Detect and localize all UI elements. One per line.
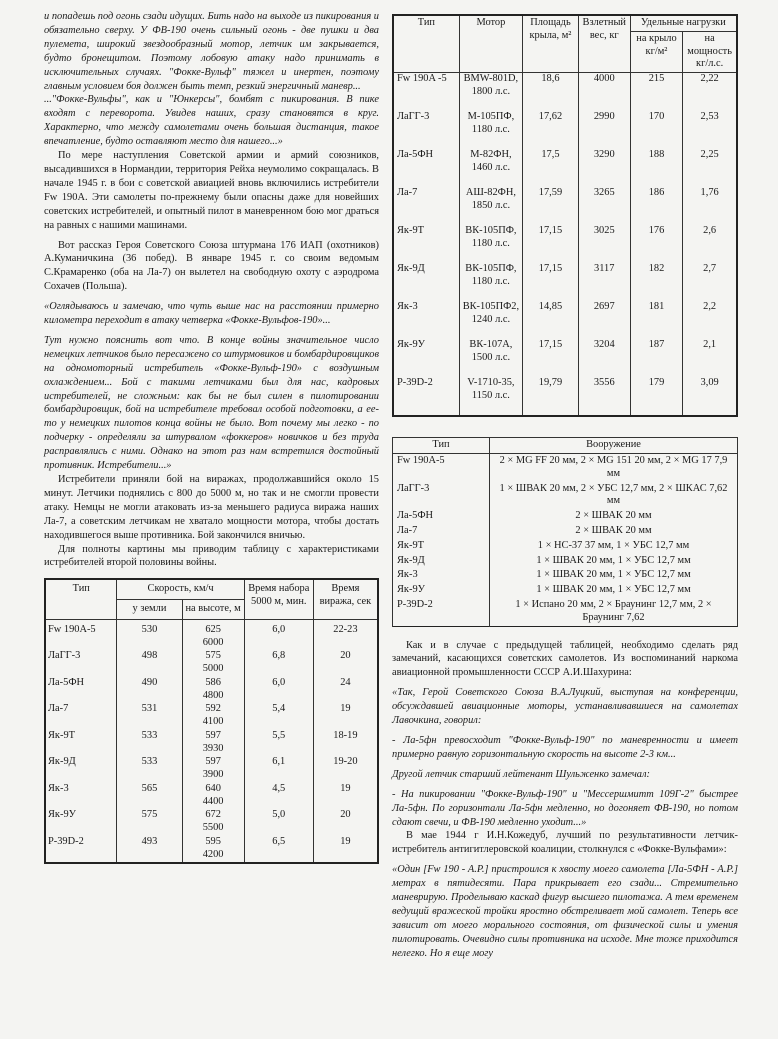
table-row: [393, 598, 738, 626]
cell-power-load: 2,6: [683, 225, 737, 263]
paragraph: - На пикировании "Фокке-Вульф-190" и "Мессершмитт 109Г-2" быстрее Ла-5фн. По горизонтали Ла-5фн медленно, но догоняет ФВ-190, но потом сдают свечи, и ФВ-190 медленно уходит...»: [392, 788, 738, 828]
table-row: [45, 783, 378, 810]
altitude-speed-value: 672: [205, 809, 221, 821]
cell-ground-speed: 575: [117, 809, 182, 836]
table-row: [45, 619, 378, 650]
cell-type: Як-3: [45, 783, 117, 810]
cell-turn-time: 20: [313, 650, 378, 677]
cell-type: Як-3: [393, 568, 490, 583]
cell-power-load: 3,09: [683, 377, 737, 416]
cell-power-load: 2,1: [683, 339, 737, 377]
table-row: [393, 301, 737, 339]
right-column: [392, 14, 738, 961]
cell-type: Як-9Д: [393, 554, 490, 569]
cell-ground-speed: 565: [117, 783, 182, 810]
specs-col-loads: Удельные нагрузки: [630, 15, 737, 31]
cell-engine: ВК-105ПФ, 1180 л.с.: [459, 263, 522, 301]
altitude-value: 3900: [202, 769, 224, 781]
cell-weight: 3117: [578, 263, 630, 301]
speed-col-type: Тип: [45, 579, 117, 619]
cell-type: ЛаГГ-3: [393, 111, 459, 149]
cell-power-load: 2,2: [683, 301, 737, 339]
paragraph: и попадешь под огонь сзади идущих. Бить надо на выходе из пикирования и обязательно сверху. У ФВ-190 очень сильный огонь - две пушки и два пулемета, широкий звездообразный мотор, летчик им закрывается, будто бронещитом. Поэтому лобовую атаку надо принимать в исключительных случаях. "Фокке-Вульф" тяжел и инертен, поэтому главным условием боя должен быть темп, резкий энергичный маневр...: [44, 11, 379, 92]
cell-type: Як-9У: [393, 339, 459, 377]
table-row: [393, 568, 738, 583]
cell-altitude-speed: [182, 619, 244, 650]
cell-weapons: 1 × НС-37 37 мм, 1 × УБС 12,7 мм: [490, 539, 738, 554]
cell-type: Як-9Т: [393, 225, 459, 263]
speed-col-climb: Время набора 5000 м, мин.: [244, 579, 313, 619]
cell-type: Ла-7: [45, 703, 117, 730]
cell-ground-speed: 493: [117, 836, 182, 864]
altitude-speed-value: 597: [205, 729, 221, 741]
table-row: [393, 482, 738, 510]
cell-altitude-speed: [182, 730, 244, 757]
cell-wing-area: 17,15: [523, 339, 579, 377]
cell-weight: 3265: [578, 187, 630, 225]
cell-altitude-speed: [182, 756, 244, 783]
speed-col-speed: Скорость, км/ч: [117, 579, 244, 599]
table-row: [393, 377, 737, 416]
cell-type: Як-9У: [45, 809, 117, 836]
table-row: [393, 225, 737, 263]
cell-altitude-speed: [182, 677, 244, 704]
altitude-value: 5500: [202, 822, 224, 834]
speed-table: [44, 578, 379, 864]
cell-wing-load: 188: [630, 149, 683, 187]
cell-engine: М-82ФН, 1460 л.с.: [459, 149, 522, 187]
paragraph: По мере наступления Советской армии и армий союзников, высадившихся в Нормандии, территория Рейха неумолимо сокращалась. В начале 1945 г. в бои с советской авиацией вновь включились истребители Fw 190A. Эти самолеты по-прежнему были опасны даже для новейших советских истребителей, и опытный пилот в маневренном бою мог драться на равных с нашими машинами.: [44, 150, 379, 231]
cell-engine: ВК-105ПФ, 1180 л.с.: [459, 225, 522, 263]
cell-engine: BMW-801D, 1800 л.с.: [459, 73, 522, 112]
table-row: [393, 583, 738, 598]
cell-weight: 4000: [578, 73, 630, 112]
cell-wing-area: 17,59: [523, 187, 579, 225]
cell-wing-load: 186: [630, 187, 683, 225]
cell-engine: ВК-105ПФ2, 1240 л.с.: [459, 301, 522, 339]
cell-type: Як-9Д: [45, 756, 117, 783]
cell-power-load: 1,76: [683, 187, 737, 225]
cell-type: Ла-5ФН: [393, 509, 490, 524]
cell-climb-time: 6,5: [244, 836, 313, 864]
cell-type: Як-9Т: [393, 539, 490, 554]
cell-weapons: 1 × ШВАК 20 мм, 2 × УБС 12,7 мм, 2 × ШКАС 7,62 мм: [490, 482, 738, 510]
cell-climb-time: 6,8: [244, 650, 313, 677]
specs-table: [392, 14, 738, 417]
altitude-speed-value: 592: [205, 703, 221, 715]
arm-col-weapons: Вооружение: [490, 438, 738, 454]
cell-wing-load: 215: [630, 73, 683, 112]
altitude-value: 6000: [202, 636, 224, 648]
table-row: [393, 73, 737, 112]
cell-power-load: 2,22: [683, 73, 737, 112]
cell-wing-load: 187: [630, 339, 683, 377]
cell-engine: М-105ПФ, 1180 л.с.: [459, 111, 522, 149]
cell-altitude-speed: [182, 703, 244, 730]
cell-climb-time: 5,4: [244, 703, 313, 730]
left-column: [44, 10, 379, 864]
paragraph: «Так, Герой Советского Союза В.А.Луцкий, выступая на конференции, обсуждавшей авиационные моторы, устанавливавшиеся на самолетах Лавочкина, говорил:: [392, 687, 738, 727]
altitude-value: 4200: [202, 848, 224, 860]
cell-ground-speed: 490: [117, 677, 182, 704]
cell-turn-time: 24: [313, 677, 378, 704]
table-row: [393, 263, 737, 301]
cell-type: Ла-5ФН: [45, 677, 117, 704]
cell-type: P-39D-2: [393, 377, 459, 416]
table-row: [393, 187, 737, 225]
cell-turn-time: 19-20: [313, 756, 378, 783]
cell-weight: 3556: [578, 377, 630, 416]
table-row: [45, 677, 378, 704]
cell-type: Ла-7: [393, 524, 490, 539]
cell-climb-time: 5,5: [244, 730, 313, 757]
cell-wing-area: 19,79: [523, 377, 579, 416]
altitude-speed-value: 640: [205, 782, 221, 794]
cell-power-load: 2,7: [683, 263, 737, 301]
specs-col-wing: Площадь крыла, м²: [523, 15, 579, 73]
cell-type: Ла-5ФН: [393, 149, 459, 187]
cell-wing-load: 176: [630, 225, 683, 263]
cell-wing-load: 182: [630, 263, 683, 301]
cell-wing-load: 181: [630, 301, 683, 339]
speed-col-ground: у земли: [117, 600, 182, 620]
table-row: [393, 524, 738, 539]
cell-altitude-speed: [182, 783, 244, 810]
altitude-value: 3930: [202, 742, 224, 754]
cell-turn-time: 22-23: [313, 619, 378, 650]
cell-wing-area: 17,5: [523, 149, 579, 187]
paragraph: Другой летчик старший лейтенант Шульженко замечал:: [392, 768, 650, 780]
cell-ground-speed: 533: [117, 756, 182, 783]
cell-type: Як-9Д: [393, 263, 459, 301]
specs-col-weight: Взлетный вес, кг: [578, 15, 630, 73]
cell-weapons: 1 × ШВАК 20 мм, 1 × УБС 12,7 мм: [490, 568, 738, 583]
cell-type: Fw 190A-5: [45, 619, 117, 650]
specs-col-wing-load: на крыло кг/м²: [630, 31, 683, 72]
cell-ground-speed: 530: [117, 619, 182, 650]
table-row: [45, 650, 378, 677]
table-row: [393, 339, 737, 377]
cell-wing-load: 170: [630, 111, 683, 149]
cell-type: Як-3: [393, 301, 459, 339]
left-text-block: [44, 10, 379, 570]
cell-type: P-39D-2: [45, 836, 117, 864]
arm-col-type: Тип: [393, 438, 490, 454]
cell-weapons: 2 × ШВАК 20 мм: [490, 509, 738, 524]
table-row: [393, 539, 738, 554]
paragraph: Истребители приняли бой на виражах, продолжавшийся около 15 минут. Летчики поднялись с 800 до 5000 м, но так и не смогли провести атаку. Немцы не могли атаковать из-за меньшего радиуса виража наших Ла-7, а советским летчикам не хватало мощности мотора, чтобы достать находившегося выше противника. Бой закончился вничью.: [44, 474, 379, 541]
paragraph: Для полноты картины мы приводим таблицу с характеристиками истребителей второй половины войны.: [44, 543, 379, 569]
cell-altitude-speed: [182, 836, 244, 864]
paragraph: «Оглядываюсь и замечаю, что чуть выше нас на расстоянии примерно километра переходит в атаку четверка «Фокке-Вульфов-190»...: [44, 301, 379, 327]
cell-weapons: 2 × MG FF 20 мм, 2 × MG 151 20 мм, 2 × MG 17 7,9 мм: [490, 453, 738, 481]
table-row: [393, 149, 737, 187]
cell-turn-time: 18-19: [313, 730, 378, 757]
paragraph: Как и в случае с предыдущей таблицей, необходимо сделать ряд замечаний, касающихся советских самолетов. Из воспоминаний наркома авиационной промышленности СССР А.И.Шахурина:: [392, 639, 738, 679]
paragraph: - Ла-5фн превосходит "Фокке-Вульф-190" по маневренности и имеет примерно равную горизонтальную скорость на высоте 2-3 км...: [392, 734, 738, 760]
cell-wing-area: 17,62: [523, 111, 579, 149]
altitude-value: 4800: [202, 689, 224, 701]
table-row: [45, 836, 378, 864]
specs-col-type: Тип: [393, 15, 459, 73]
cell-wing-area: 17,15: [523, 263, 579, 301]
specs-col-power-load: на мощность кг/л.с.: [683, 31, 737, 72]
table-row: [45, 756, 378, 783]
cell-wing-area: 18,6: [523, 73, 579, 112]
cell-weapons: 2 × ШВАК 20 мм: [490, 524, 738, 539]
altitude-value: 5000: [202, 663, 224, 675]
cell-turn-time: 19: [313, 703, 378, 730]
cell-type: Ла-7: [393, 187, 459, 225]
cell-type: ЛаГГ-3: [393, 482, 490, 510]
table-row: [45, 730, 378, 757]
speed-col-turn: Время виража, сек: [313, 579, 378, 619]
paragraph: Тут нужно пояснить вот что. В конце войны значительное число немецких летчиков было пересажено со штурмовиков и бомбардировщиков на одномоторный истребитель «Фокке-Вульф-190» с воздушным охлаждением... Бой с такими летчиками был для нас, кадровых истребителей, не сложным: как бы не был силен в пилотировании бомбардировщик, бой на истребителе требовал особой подготовки, а ее-то у немецких пилотов конца войны не было. Вот почему мы легко - по подчерку - определяли за штурвалом «фоккеров» новичков и без труда расправлялись с ними. Однако на этот раз нам встретился достойный противник. Истребители...»: [44, 334, 379, 472]
cell-wing-load: 179: [630, 377, 683, 416]
right-text-block: [392, 639, 738, 961]
cell-weight: 2990: [578, 111, 630, 149]
altitude-speed-value: 625: [205, 623, 221, 635]
cell-weight: 3025: [578, 225, 630, 263]
cell-climb-time: 6,0: [244, 619, 313, 650]
table-row: [393, 453, 738, 481]
table-row: [45, 809, 378, 836]
cell-wing-area: 17,15: [523, 225, 579, 263]
table-row: [393, 111, 737, 149]
speed-col-altitude: на высоте, м: [182, 600, 244, 620]
cell-weapons: 1 × ШВАК 20 мм, 1 × УБС 12,7 мм: [490, 554, 738, 569]
cell-wing-area: 14,85: [523, 301, 579, 339]
cell-ground-speed: 531: [117, 703, 182, 730]
table-row: [45, 703, 378, 730]
cell-power-load: 2,53: [683, 111, 737, 149]
armament-table: [392, 437, 738, 626]
cell-weight: 3204: [578, 339, 630, 377]
cell-type: Як-9У: [393, 583, 490, 598]
cell-turn-time: 19: [313, 836, 378, 864]
cell-ground-speed: 533: [117, 730, 182, 757]
cell-engine: ВК-107А, 1500 л.с.: [459, 339, 522, 377]
cell-climb-time: 6,1: [244, 756, 313, 783]
cell-power-load: 2,25: [683, 149, 737, 187]
paragraph: В мае 1944 г И.Н.Кожедуб, лучший по результативности летчик-истребитель антигитлеровской коалиции, столкнулся с «Фокке-Вульфами»:: [392, 830, 738, 856]
cell-type: ЛаГГ-3: [45, 650, 117, 677]
altitude-speed-value: 575: [205, 650, 221, 662]
cell-turn-time: 19: [313, 783, 378, 810]
cell-climb-time: 4,5: [244, 783, 313, 810]
table-row: [393, 509, 738, 524]
cell-climb-time: 5,0: [244, 809, 313, 836]
cell-type: Як-9Т: [45, 730, 117, 757]
cell-weight: 2697: [578, 301, 630, 339]
altitude-value: 4400: [202, 795, 224, 807]
cell-engine: V-1710-35, 1150 л.с.: [459, 377, 522, 416]
cell-turn-time: 20: [313, 809, 378, 836]
table-row: [393, 554, 738, 569]
paragraph: ..."Фокке-Вульфы", как и "Юнкерсы", бомбят с пикирования. В пике входят с переворота. Увидев наших, сразу становятся в круг. Характерно, что между самолетами очень большая дистанция, такое впечатление, будто оставляют место для нашего...»: [44, 94, 379, 148]
cell-altitude-speed: [182, 809, 244, 836]
cell-type: P-39D-2: [393, 598, 490, 626]
paragraph: «Один [Fw 190 - A.P.] пристроился к хвосту моего самолета [Ла-5ФН - A.P.] метрах в пятидесяти. Пара прикрывает его сзади... Стремительно маневрирую. Проделываю каскад фигур высшего пилотажа. А тем временем ведущий вражеской тройки яростно обстреливает мой самолет. Теперь все зависит от моего морального состояния, от физической силы и умения пилотировать. Очевидно силы противника на исходе. Мне тоже приходится нелегко. Но я еще могу: [392, 864, 738, 959]
altitude-speed-value: 595: [205, 835, 221, 847]
specs-col-engine: Мотор: [459, 15, 522, 73]
altitude-speed-value: 597: [205, 756, 221, 768]
cell-weapons: 1 × ШВАК 20 мм, 1 × УБС 12,7 мм: [490, 583, 738, 598]
cell-type: Fw 190A -5: [393, 73, 459, 112]
cell-weapons: 1 × Испано 20 мм, 2 × Браунинг 12,7 мм, 2 × Браунинг 7,62: [490, 598, 738, 626]
cell-engine: АШ-82ФН, 1850 л.с.: [459, 187, 522, 225]
cell-weight: 3290: [578, 149, 630, 187]
altitude-value: 4100: [202, 716, 224, 728]
cell-type: Fw 190A-5: [393, 453, 490, 481]
cell-ground-speed: 498: [117, 650, 182, 677]
altitude-speed-value: 586: [205, 676, 221, 688]
cell-altitude-speed: [182, 650, 244, 677]
cell-climb-time: 6,0: [244, 677, 313, 704]
paragraph: Вот рассказ Героя Советского Союза штурмана 176 ИАП (охотников) А.Куманичкина (36 побед). В январе 1945 г. со своим ведомым С.Крамаренко (оба на Ла-7) он вылетел на свободную охоту с аэродрома Сохачев (Польша).: [44, 239, 379, 293]
